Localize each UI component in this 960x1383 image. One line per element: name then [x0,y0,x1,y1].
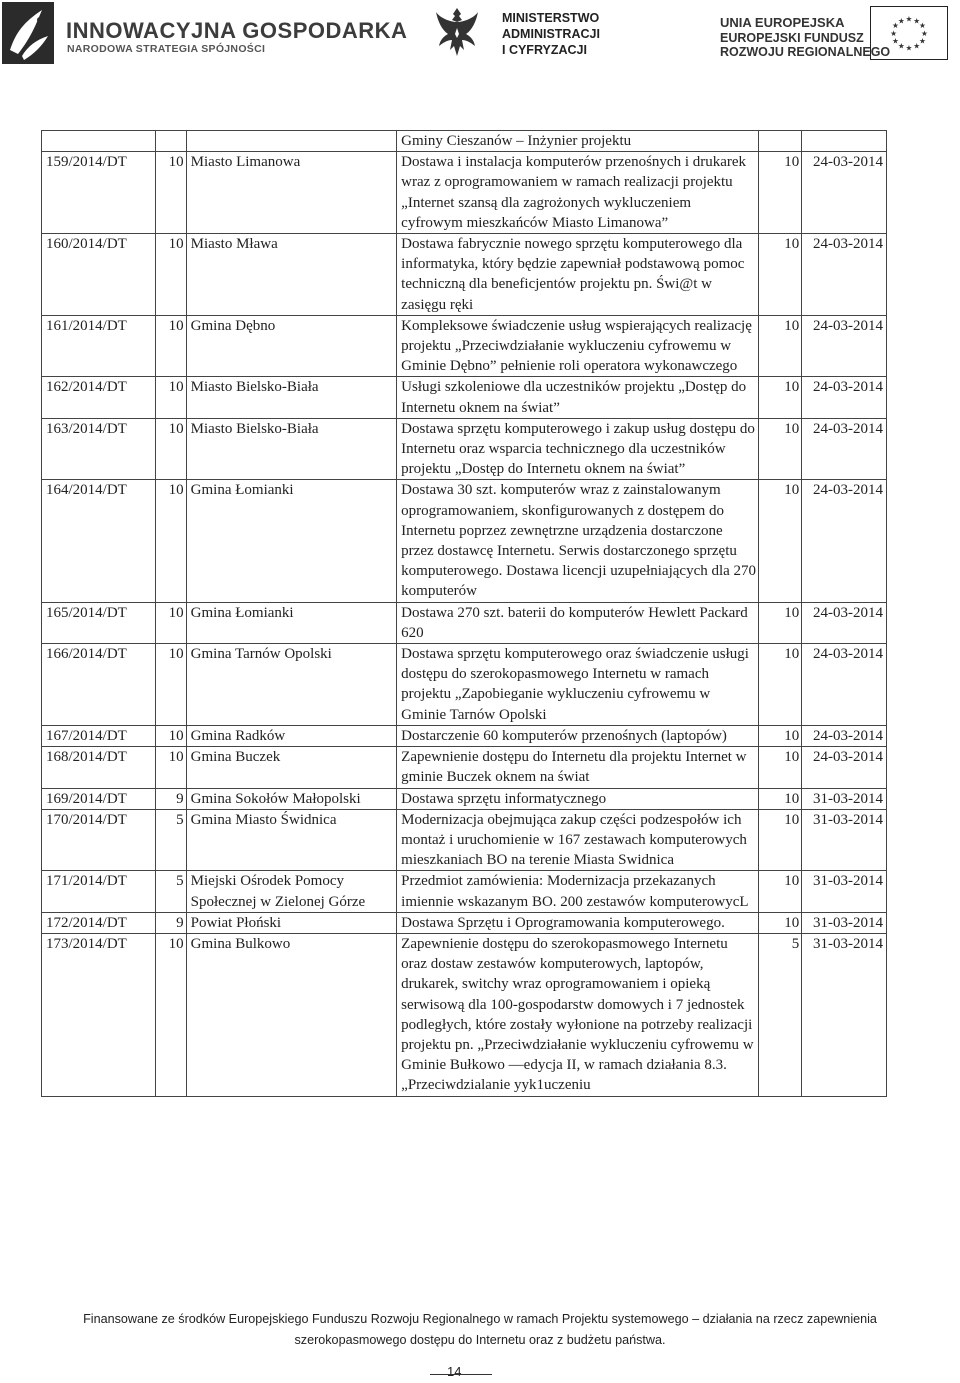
beneficiary-cell: Miasto Limanowa [187,152,398,233]
date-cell: 31-03-2014 [813,790,883,807]
beneficiary-cell: Miasto Mława [187,234,398,315]
beneficiary-cell: Gmina Miasto Świdnica [187,810,398,871]
date-cell: 24-03-2014 [813,482,883,499]
table-row [42,747,886,788]
row-id: 171/2014/DT [42,871,156,911]
points-cell: 5 [156,871,187,911]
row-id: 170/2014/DT [42,810,156,871]
page-number-rule [430,1374,492,1375]
svg-text:★: ★ [913,41,921,51]
footer-line: szerokopasmowego dostępu do Internetu oraz z budżetu państwa. [294,1333,666,1347]
svg-text:★: ★ [897,41,905,51]
page-header [0,0,960,70]
row-id: 164/2014/DT [42,480,156,601]
date-cell: 31-03-2014 [813,873,883,890]
points-cell: 10 [156,726,187,746]
svg-text:★: ★ [897,16,905,26]
date-cell: 24-03-2014 [813,379,883,396]
description-cell: Dostarczenie 60 komputerów przenośnych (laptopów) [397,726,759,746]
table-row [42,871,886,912]
svg-text:★: ★ [890,28,898,38]
points-cell [156,131,187,151]
points-cell: 10 [156,747,187,787]
svg-text:★: ★ [905,14,913,24]
table-row [42,316,886,378]
beneficiary-cell: Miasto Bielsko-Biała [187,377,398,417]
eu-flag-icon [870,6,948,60]
row-id: 172/2014/DT [42,913,156,933]
svg-text:★: ★ [920,28,928,38]
table-row [42,934,886,1097]
score-cell: 10 [759,913,802,933]
score-cell: 5 [759,934,802,1096]
date-cell: 24-03-2014 [813,317,883,334]
beneficiary-cell: Powiat Płoński [187,913,398,933]
date-cell: 24-03-2014 [813,727,883,744]
table-row [42,644,886,726]
points-cell: 10 [156,603,187,643]
row-id: 161/2014/DT [42,316,156,377]
program-title: INNOWACYJNA GOSPODARKA [66,18,408,43]
table-row [42,152,886,234]
points-cell: 10 [156,480,187,601]
svg-text:★: ★ [919,36,926,46]
description-cell: Kompleksowe świadczenie usług wspierających realizację projektu „Przeciwdziałanie wykluczeniu cyfrowemu w Gminie Dębno” pełnienie roli operatora wykonawczego [397,316,759,377]
description-cell: Zapewnienie dostępu do Internetu dla projektu Internet w gminie Buczek oknem na świat [397,747,759,787]
date-cell [802,131,886,151]
description-cell: Dostawa fabrycznie nowego sprzętu komputerowego dla informatyka, który będzie zapewniał podstawową pomoc techniczną dla beneficjentów projektu pn. Świ@t w zasięgu ręki [397,234,759,315]
points-cell: 10 [156,419,187,480]
description-cell: Dostawa sprzętu komputerowego oraz świadczenie usługi dostępu do szerokopasmowego Internetu w ramach projektu „Zapobieganie wykluczeniu cyfrowemu w Gminie Tarnów Opolski [397,644,759,725]
row-id: 163/2014/DT [42,419,156,480]
points-cell: 10 [156,644,187,725]
beneficiary-cell: Gmina Dębno [187,316,398,377]
beneficiary-cell: Gmina Łomianki [187,480,398,601]
points-cell: 5 [156,810,187,871]
svg-text:★: ★ [919,21,926,31]
description-cell: Przedmiot zamówienia: Modernizacja przekazanych imiennie wskazanym BO. 200 zestawów komputerowycL [397,871,759,911]
score-cell: 10 [759,789,802,809]
description-cell: Dostawa 30 szt. komputerów wraz z zainstalowanym oprogramowaniem, skonfigurowanych z dostępem do Internetu poprzez zewnętrzne urządzenia dostarczone przez dostawcę Internetu. Serwis dostarczonego sprzętu komputerowego. Dostawa licencji uzupełniających dla 270 komputerów [397,480,759,601]
score-cell: 10 [759,419,802,480]
polish-eagle-emblem-icon [434,4,480,62]
date-cell: 31-03-2014 [813,811,883,828]
table-row [42,726,886,747]
beneficiary-cell: Gmina Sokołów Małopolski [187,789,398,809]
score-cell: 10 [759,480,802,601]
description-cell: Zapewnienie dostępu do szerokopasmowego Internetu oraz dostaw zestawów komputerowych, laptopów, drukarek, switchy wraz oprogramowaniem i opieką serwisową dla 100-gospodarstw domowych i 7 jednostek podległych, które zostały wyłonione na potrzeby realizacji projektu pn. „Przeciwdziałanie wykluczeniu cyfrowemu w Gminie Bułkowo —edycja II, w ramach działania 8.3. „Przeciwdzialanie yyk1uczeniu [397,934,759,1096]
row-id: 160/2014/DT [42,234,156,315]
date-cell: 24-03-2014 [813,749,883,766]
score-cell [759,131,802,151]
description-cell: Dostawa sprzętu informatycznego [397,789,759,809]
table-row [42,234,886,316]
beneficiary-cell: Miejski Ośrodek Pomocy Społecznej w Zielonej Górze [187,871,398,911]
date-cell: 24-03-2014 [813,420,883,437]
row-id: 167/2014/DT [42,726,156,746]
score-cell: 10 [759,152,802,233]
row-id: 173/2014/DT [42,934,156,1096]
ministry-line: MINISTERSTWO [502,11,600,25]
table-row [42,810,886,872]
score-cell: 10 [759,644,802,725]
innowacyjna-gospodarka-logo-icon [2,2,54,64]
beneficiary-cell: Gmina Tarnów Opolski [187,644,398,725]
table-row [42,603,886,644]
beneficiary-cell: Miasto Bielsko-Biała [187,419,398,480]
beneficiary-cell [187,131,398,151]
ministry-line: ADMINISTRACJI [502,27,600,41]
svg-text:★: ★ [892,36,899,46]
eu-line: EUROPEJSKI FUNDUSZ [720,30,864,45]
description-cell: Usługi szkoleniowe dla uczestników projektu „Dostęp do Internetu oknem na świat” [397,377,759,417]
eu-fund-name [720,16,890,60]
points-cell: 9 [156,913,187,933]
score-cell: 10 [759,726,802,746]
program-subtitle: NARODOWA STRATEGIA SPÓJNOŚCI [67,43,266,55]
footer-line: Finansowane ze środków Europejskiego Funduszu Rozwoju Regionalnego w ramach Projektu systemowego – działania na rzecz zapewnienia [83,1312,877,1326]
date-cell: 31-03-2014 [813,914,883,931]
table-row [42,377,886,418]
svg-text:★: ★ [892,21,899,31]
date-cell: 24-03-2014 [813,646,883,663]
score-cell: 10 [759,377,802,417]
row-id: 159/2014/DT [42,152,156,233]
points-cell: 9 [156,789,187,809]
procurement-table [41,130,887,1097]
ministry-name [502,10,600,58]
description-cell: Dostawa sprzętu komputerowego i zakup usług dostępu do Internetu oraz wsparcia technicznego dla uczestników projektu „Dostęp do Internetu oknem na świat” [397,419,759,480]
points-cell: 10 [156,934,187,1096]
row-id: 165/2014/DT [42,603,156,643]
points-cell: 10 [156,234,187,315]
row-id: 168/2014/DT [42,747,156,787]
date-cell: 24-03-2014 [813,154,883,171]
table-row [42,480,886,602]
eu-line: ROZWOJU REGIONALNEGO [720,45,891,59]
eu-line: UNIA EUROPEJSKA [720,15,845,30]
date-cell: 24-03-2014 [813,604,883,621]
description-cell: Dostawa i instalacja komputerów przenośnych i drukarek wraz z oprogramowaniem w ramach realizacji projektu „Internet szansą dla zagrożonych wykluczeniem cyfrowym mieszkańców Miasto Limanowa” [397,152,759,233]
svg-text:★: ★ [913,16,921,26]
table-row [42,913,886,934]
row-id: 166/2014/DT [42,644,156,725]
table-row [42,789,886,810]
description-cell: Dostawa 270 szt. baterii do komputerów Hewlett Packard 620 [397,603,759,643]
score-cell: 10 [759,316,802,377]
funding-footer [0,1309,960,1351]
score-cell: 10 [759,747,802,787]
table-row [42,131,886,152]
date-cell: 24-03-2014 [813,236,883,253]
table-row [42,419,886,481]
beneficiary-cell: Gmina Bulkowo [187,934,398,1096]
score-cell: 10 [759,810,802,871]
points-cell: 10 [156,377,187,417]
score-cell: 10 [759,603,802,643]
row-id [42,131,156,151]
beneficiary-cell: Gmina Łomianki [187,603,398,643]
date-cell: 31-03-2014 [813,935,883,952]
description-cell: Dostawa Sprzętu i Oprogramowania komputerowego. [397,913,759,933]
ministry-line: I CYFRYZACJI [502,43,587,57]
score-cell: 10 [759,234,802,315]
page-number: 14 [447,1364,462,1379]
beneficiary-cell: Gmina Buczek [187,747,398,787]
beneficiary-cell: Gmina Radków [187,726,398,746]
points-cell: 10 [156,316,187,377]
score-cell: 10 [759,871,802,911]
row-id: 169/2014/DT [42,789,156,809]
description-cell: Gminy Cieszanów – Inżynier projektu [397,131,759,151]
description-cell: Modernizacja obejmująca zakup części podzespołów ich montaż i uruchomienie w 167 zestawach komputerowych mieszkaniach BO na terenie Miasta Swidnica [397,810,759,871]
svg-text:★: ★ [905,43,913,53]
row-id: 162/2014/DT [42,377,156,417]
points-cell: 10 [156,152,187,233]
